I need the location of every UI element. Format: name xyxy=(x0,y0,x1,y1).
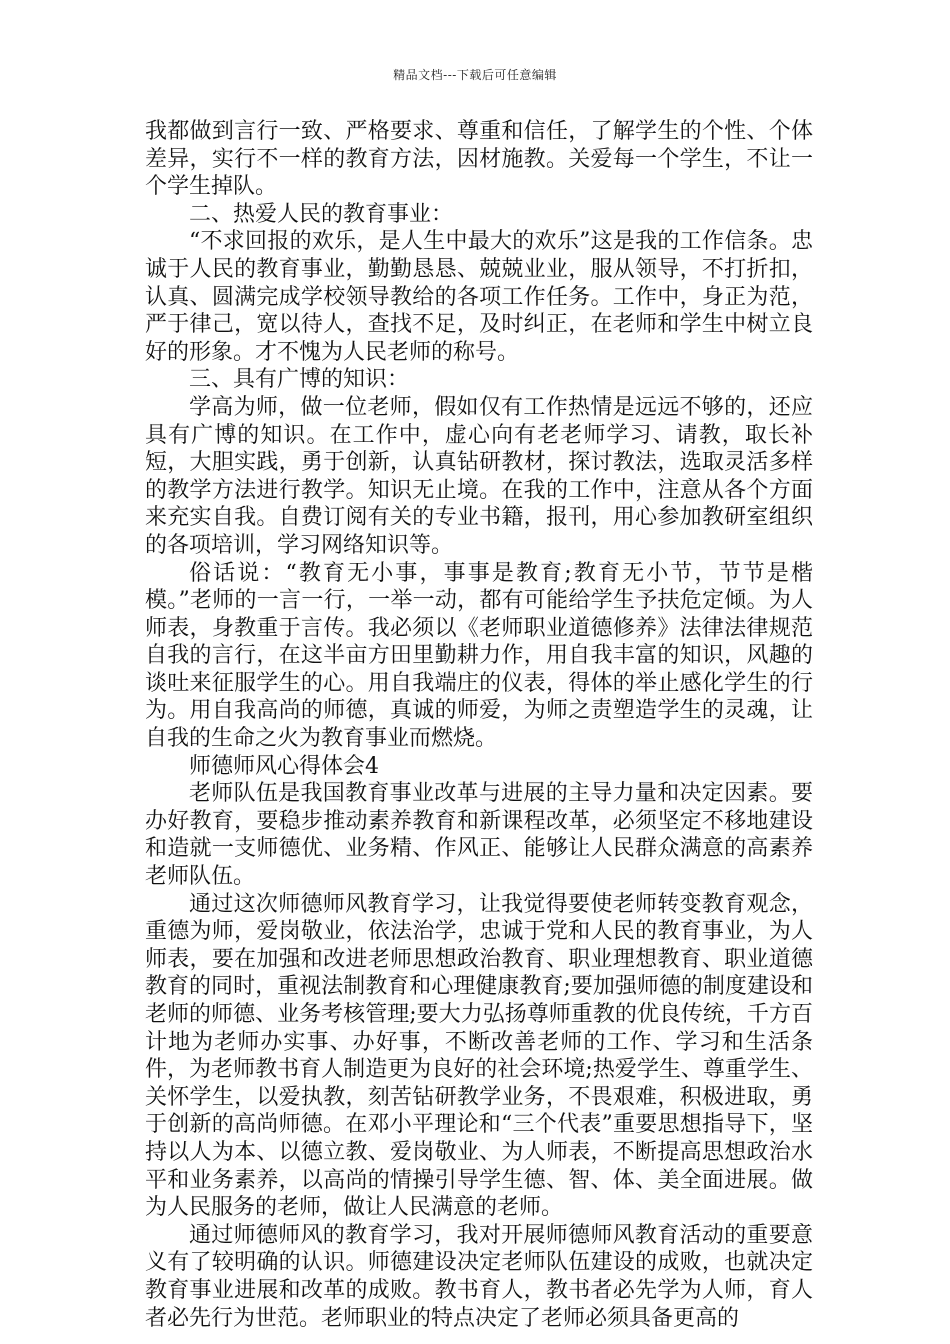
paragraph: 我都做到言行一致、严格要求、尊重和信任，了解学生的个性、个体差异，实行不一样的教育方法，因材施教。关爱每一个学生，不让一个学生掉队。 xyxy=(145,119,813,200)
paragraph: 学高为师，做一位老师，假如仅有工作热情是远远不够的，还应具有广博的知识。在工作中，虚心向有老老师学习、请教，取长补短，大胆实践，勇于创新，认真钻研教材，探讨教法，选取灵活多样的教学方法进行教学。知识无止境。在我的工作中，注意从各个方面来充实自我。自费订阅有关的专业书籍，报刊，用心参加教研室组织的各项培训，学习网络知识等。 xyxy=(145,394,813,558)
paragraph: 俗话说：“教育无小事，事事是教育;教育无小节，节节是楷模。”老师的一言一行，一举一动，都有可能给学生予扶危定倾。为人师表，身教重于言传。我必须以《老师职业道德修养》法律法律规范自我的言行，在这半亩方田里勤耕力作，用自我丰富的知识，风趣的谈吐来征服学生的心。用自我端庄的仪表，得体的举止感化学生的行为。用自我高尚的师德，真诚的师爱，为师之责塑造学生的灵魂，让自我的生命之火为教育事业而燃烧。 xyxy=(145,560,813,752)
paragraph: 通过这次师德师风教育学习，让我觉得要使老师转变教育观念，重德为师，爱岗敬业，依法治学，忠诚于党和人民的教育事业，为人师表，要在加强和改进老师思想政治教育、职业理想教育、职业道德教育的同时，重视法制教育和心理健康教育;要加强师德的制度建设和老师的师德、业务考核管理;要大力弘扬尊师重教的优良传统，千方百计地为老师办实事、办好事，不断改善老师的工作、学习和生活条件，为老师教书育人制造更为良好的社会环境;热爱学生、尊重学生、关怀学生，以爱执教，刻苦钻研教学业务，不畏艰难，积极进取，勇于创新的高尚师德。在邓小平理论和“三个代表”重要思想指导下，坚持以人为本、以德立教、爱岗敬业、为人师表，不断提高思想政治水平和业务素养，以高尚的情操引导学生德、智、体、美全面进展。做为人民服务的老师，做让人民满意的老师。 xyxy=(145,891,813,1221)
section-heading: 三、具有广博的知识： xyxy=(189,367,410,393)
page-header: 精品文档---下载后可任意编辑 xyxy=(393,68,557,82)
section-heading: 二、热爱人民的教育事业： xyxy=(189,201,454,227)
paragraph: “不求回报的欢乐，是人生中最大的欢乐”这是我的工作信条。忠诚于人民的教育事业，勤勤恳恳、兢兢业业，服从领导，不打折扣，认真、圆满完成学校领导教给的各项工作任务。工作中，身正为范，严于律己，宽以待人，查找不足，及时纠正，在老师和学生中树立良好的形象。才不愧为人民老师的称号。 xyxy=(145,229,813,365)
paragraph: 通过师德师风的教育学习，我对开展师德师风教育活动的重要意义有了较明确的认识。师德建设决定老师队伍建设的成败，也就决定教育事业进展和改革的成败。教书育人，教书者必先学为人师，育人者必先行为世范。老师职业的特点决定了老师必须具备更高的 xyxy=(145,1222,813,1331)
document-body xyxy=(145,118,813,1332)
article-title: 师德师风心得体会4 xyxy=(189,753,379,779)
paragraph: 老师队伍是我国教育事业改革与进展的主导力量和决定因素。要办好教育，要稳步推动素养教育和新课程改革，必须坚定不移地建设和造就一支师德优、业务精、作风正、能够让人民群众满意的高素养老师队伍。 xyxy=(145,781,813,890)
